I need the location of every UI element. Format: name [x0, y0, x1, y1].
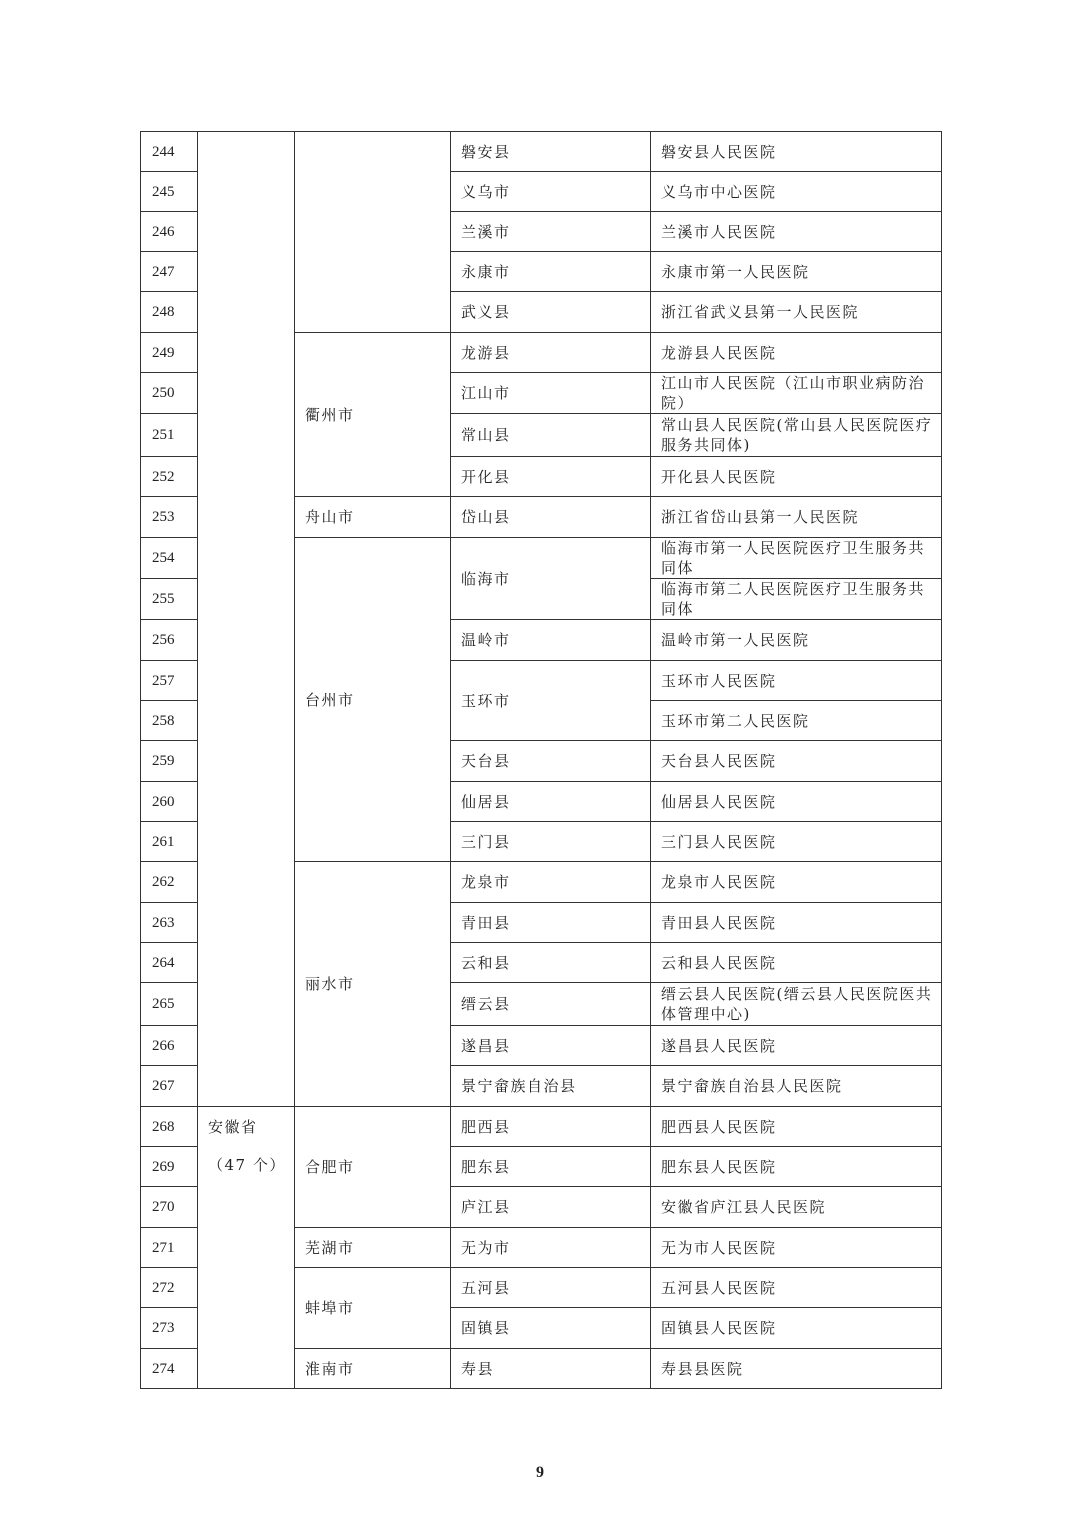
county-cell: 无为市: [451, 1228, 651, 1268]
county-cell: 三门县: [451, 822, 651, 862]
row-number: 256: [141, 620, 198, 661]
row-number: 254: [141, 538, 198, 579]
row-number: 259: [141, 741, 198, 782]
row-number: 268: [141, 1107, 198, 1147]
city-cell: 衢州市: [295, 333, 451, 497]
city-cell: 丽水市: [295, 862, 451, 1107]
hospital-cell: 临海市第一人民医院医疗卫生服务共同体: [651, 538, 942, 579]
county-cell: 景宁畲族自治县: [451, 1066, 651, 1107]
row-number: 257: [141, 661, 198, 701]
row-number: 264: [141, 943, 198, 983]
table-row: [141, 1107, 942, 1147]
county-cell: 临海市: [451, 538, 651, 620]
row-number: 262: [141, 862, 198, 903]
row-number: 251: [141, 414, 198, 457]
hospital-cell: 开化县人民医院: [651, 457, 942, 497]
hospital-cell: 常山县人民医院(常山县人民医院医疗服务共同体): [651, 414, 942, 457]
row-number: 250: [141, 373, 198, 414]
city-cell: 舟山市: [295, 497, 451, 538]
hospital-cell: 青田县人民医院: [651, 903, 942, 943]
hospital-cell: 温岭市第一人民医院: [651, 620, 942, 661]
hospital-cell: 龙游县人民医院: [651, 333, 942, 373]
county-cell: 龙游县: [451, 333, 651, 373]
hospital-cell: 兰溪市人民医院: [651, 212, 942, 252]
page-number: 9: [536, 1464, 544, 1481]
row-number: 260: [141, 782, 198, 822]
row-number: 261: [141, 822, 198, 862]
county-cell: 磐安县: [451, 132, 651, 172]
row-number: 272: [141, 1268, 198, 1308]
city-cell: 合肥市: [295, 1107, 451, 1228]
county-cell: 云和县: [451, 943, 651, 983]
hospital-cell: 景宁畲族自治县人民医院: [651, 1066, 942, 1107]
hospital-cell: 寿县县医院: [651, 1349, 942, 1389]
city-cell: 芜湖市: [295, 1228, 451, 1268]
county-cell: 温岭市: [451, 620, 651, 661]
county-cell: 义乌市: [451, 172, 651, 212]
county-cell: 常山县: [451, 414, 651, 457]
row-number: 247: [141, 252, 198, 292]
county-cell: 青田县: [451, 903, 651, 943]
city-cell: 淮南市: [295, 1349, 451, 1389]
hospital-cell: 临海市第二人民医院医疗卫生服务共同体: [651, 579, 942, 620]
hospital-cell: 三门县人民医院: [651, 822, 942, 862]
hospital-cell: 江山市人民医院（江山市职业病防治院）: [651, 373, 942, 414]
hospital-cell: 浙江省岱山县第一人民医院: [651, 497, 942, 538]
row-number: 253: [141, 497, 198, 538]
hospital-table: [140, 131, 942, 1389]
row-number: 266: [141, 1026, 198, 1066]
city-cell-jinhua: [295, 132, 451, 333]
county-cell: 庐江县: [451, 1187, 651, 1228]
county-cell: 武义县: [451, 292, 651, 333]
county-cell: 永康市: [451, 252, 651, 292]
hospital-cell: 遂昌县人民医院: [651, 1026, 942, 1066]
county-cell: 龙泉市: [451, 862, 651, 903]
row-number: 246: [141, 212, 198, 252]
row-number: 252: [141, 457, 198, 497]
hospital-cell: 仙居县人民医院: [651, 782, 942, 822]
province-cell-anhui: [198, 1107, 295, 1389]
province-count: （47 个）: [208, 1156, 286, 1174]
hospital-cell: 安徽省庐江县人民医院: [651, 1187, 942, 1228]
city-cell: 蚌埠市: [295, 1268, 451, 1349]
county-cell: 江山市: [451, 373, 651, 414]
row-number: 271: [141, 1228, 198, 1268]
row-number: 249: [141, 333, 198, 373]
hospital-cell: 玉环市第二人民医院: [651, 701, 942, 741]
hospital-cell: 义乌市中心医院: [651, 172, 942, 212]
hospital-cell: 永康市第一人民医院: [651, 252, 942, 292]
row-number: 269: [141, 1147, 198, 1187]
row-number: 267: [141, 1066, 198, 1107]
row-number: 245: [141, 172, 198, 212]
table-row: [141, 132, 942, 172]
row-number: 255: [141, 579, 198, 620]
hospital-cell: 肥东县人民医院: [651, 1147, 942, 1187]
hospital-cell: 云和县人民医院: [651, 943, 942, 983]
hospital-cell: 固镇县人民医院: [651, 1308, 942, 1349]
county-cell: 固镇县: [451, 1308, 651, 1349]
city-cell: 台州市: [295, 538, 451, 862]
county-cell: 肥东县: [451, 1147, 651, 1187]
hospital-cell: 龙泉市人民医院: [651, 862, 942, 903]
hospital-cell: 天台县人民医院: [651, 741, 942, 782]
county-cell: 缙云县: [451, 983, 651, 1026]
county-cell: 兰溪市: [451, 212, 651, 252]
row-number: 248: [141, 292, 198, 333]
province-cell-zhejiang: [198, 132, 295, 1107]
county-cell: 寿县: [451, 1349, 651, 1389]
province-name: 安徽省: [208, 1118, 258, 1136]
row-number: 258: [141, 701, 198, 741]
county-cell: 仙居县: [451, 782, 651, 822]
row-number: 274: [141, 1349, 198, 1389]
hospital-cell: 玉环市人民医院: [651, 661, 942, 701]
county-cell: 岱山县: [451, 497, 651, 538]
hospital-cell: 肥西县人民医院: [651, 1107, 942, 1147]
hospital-cell: 五河县人民医院: [651, 1268, 942, 1308]
row-number: 270: [141, 1187, 198, 1228]
county-cell: 肥西县: [451, 1107, 651, 1147]
row-number: 244: [141, 132, 198, 172]
hospital-cell: 浙江省武义县第一人民医院: [651, 292, 942, 333]
hospital-cell: 磐安县人民医院: [651, 132, 942, 172]
row-number: 273: [141, 1308, 198, 1349]
row-number: 263: [141, 903, 198, 943]
county-cell: 天台县: [451, 741, 651, 782]
county-cell: 玉环市: [451, 661, 651, 741]
hospital-cell: 缙云县人民医院(缙云县人民医院医共体管理中心): [651, 983, 942, 1026]
row-number: 265: [141, 983, 198, 1026]
hospital-cell: 无为市人民医院: [651, 1228, 942, 1268]
county-cell: 五河县: [451, 1268, 651, 1308]
county-cell: 遂昌县: [451, 1026, 651, 1066]
county-cell: 开化县: [451, 457, 651, 497]
